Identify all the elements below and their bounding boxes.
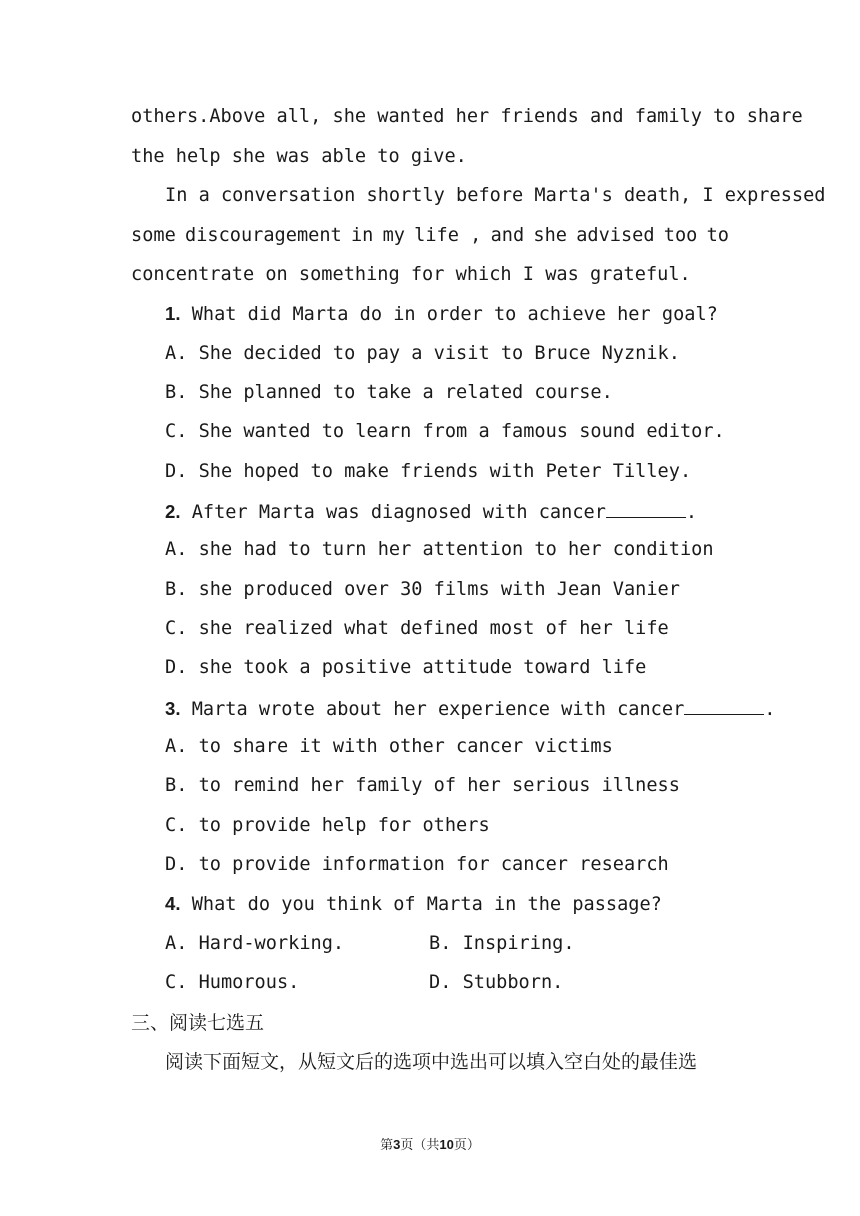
passage-line: In a conversation shortly before Marta's death, I expressed [165, 185, 826, 206]
option: C. to provide help for others [165, 815, 490, 836]
question-stem [165, 696, 775, 722]
question-text: After Marta was diagnosed with cancer [180, 502, 606, 523]
question-number: 3. [165, 698, 181, 719]
footer-suffix: 页） [453, 1138, 480, 1153]
question-tail: . [764, 699, 776, 720]
word: in [350, 225, 374, 246]
passage-line: the help she was able to give. [131, 146, 467, 167]
footer-prefix: 第 [380, 1138, 394, 1153]
option: B. She planned to take a related course. [165, 382, 613, 403]
section-instruction: 阅读下面短文，从短文后的选项中选出可以填入空白处的最佳选 [165, 1051, 698, 1073]
word: my [382, 225, 405, 246]
option: D. she took a positive attitude toward life [165, 657, 647, 678]
word: to [706, 225, 729, 246]
word: advised [576, 225, 655, 246]
passage-line-justified [131, 224, 729, 248]
question-tail: . [685, 502, 698, 523]
question-stem [165, 892, 662, 917]
word: too [663, 225, 698, 246]
option: B. Inspiring. [429, 933, 575, 954]
question-text: What do you think of Marta in the passage? [180, 894, 662, 915]
option: A. to share it with other cancer victims [165, 736, 613, 757]
question-number: 1. [165, 303, 181, 324]
option: D. She hoped to make friends with Peter Tilley. [165, 461, 692, 482]
option: B. she produced over 30 films with Jean Vanier [165, 579, 680, 600]
option: B. to remind her family of her serious illness [165, 775, 680, 796]
question-number: 4. [165, 893, 181, 914]
footer-mid: 页（共 [400, 1138, 440, 1153]
answer-blank [606, 499, 686, 518]
option: A. She decided to pay a visit to Bruce Nyznik. [165, 343, 680, 364]
option: C. She wanted to learn from a famous sound editor. [165, 421, 725, 442]
option: D. Stubborn. [429, 972, 564, 993]
question-number: 2. [165, 501, 181, 522]
section-heading: 三、阅读七选五 [131, 1012, 265, 1034]
word: some [131, 225, 176, 246]
question-text: What did Marta do in order to achieve her goal? [180, 304, 718, 325]
footer-page-number: 3 [393, 1137, 401, 1152]
option: A. Hard-working. [165, 933, 345, 954]
question-stem [165, 499, 697, 525]
option: C. Humorous. [165, 972, 300, 993]
question-stem [165, 302, 718, 327]
page-footer [0, 1134, 860, 1153]
answer-blank [684, 696, 764, 715]
word: life , [414, 225, 482, 246]
question-text: Marta wrote about her experience with cancer [180, 699, 685, 720]
passage-line: others.Above all, she wanted her friends and family to share [131, 106, 803, 127]
word: she [533, 225, 567, 246]
word: discouragement [185, 225, 342, 246]
option: A. she had to turn her attention to her condition [165, 539, 714, 560]
option: D. to provide information for cancer research [165, 854, 669, 875]
passage-line: concentrate on something for which I was grateful. [131, 264, 691, 285]
footer-total-pages: 10 [439, 1137, 454, 1152]
option: C. she realized what defined most of her life [165, 618, 669, 639]
word: and [490, 225, 525, 246]
